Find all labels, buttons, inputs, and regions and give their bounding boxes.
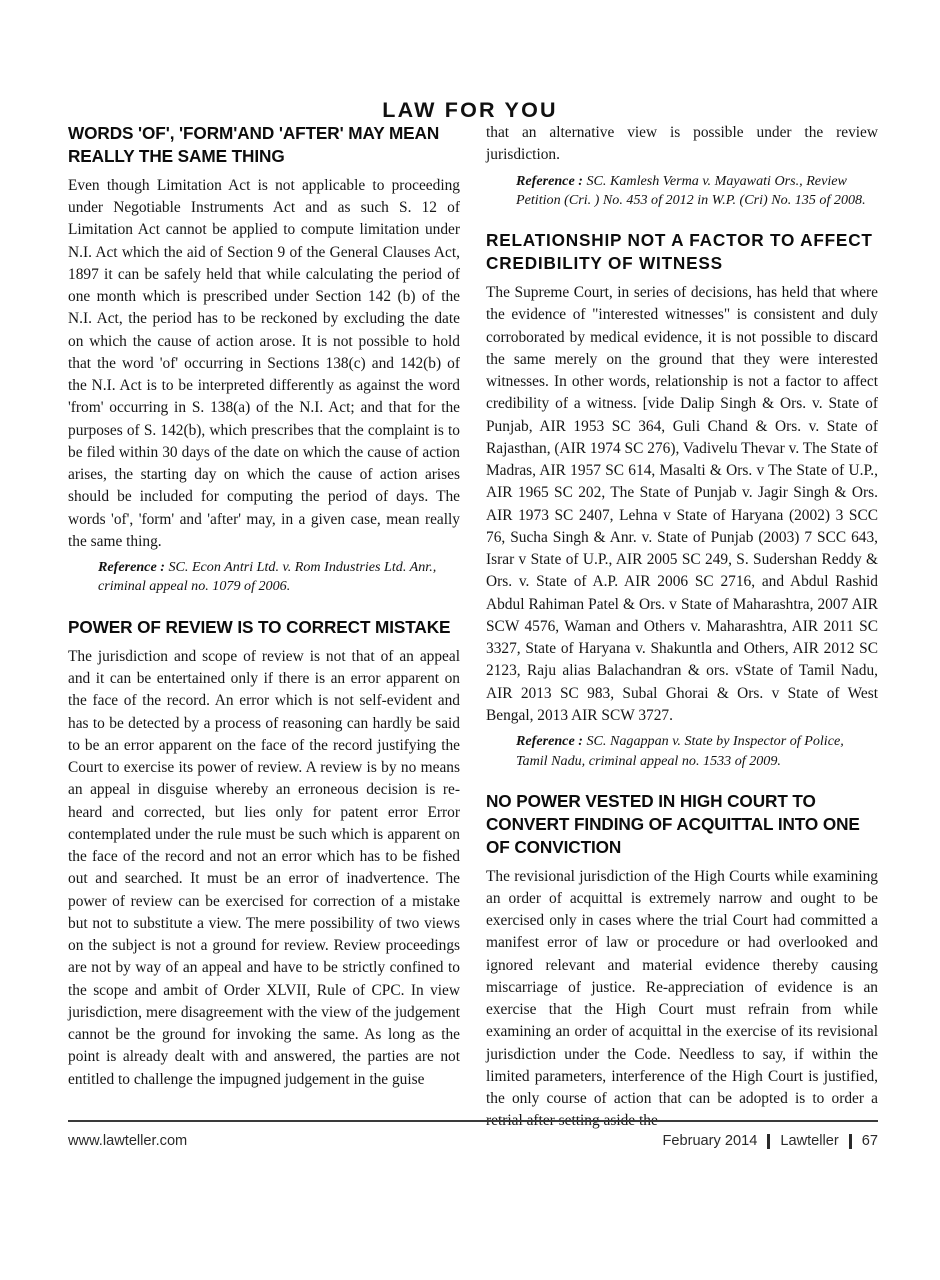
two-column-content (68, 122, 878, 1130)
footer-separator-bar-icon (849, 1134, 852, 1149)
section-body-relationship-not-a-factor: The Supreme Court, in series of decisions, has held that where the evidence of "interested witnesses" is consistent and duly corroborated by medical evidence, it is not possible to discard the same merely on the ground that they were interested witnesses. In other words, relationship is not a factor to affect credibility of a witness. [vide Dalip Singh & Ors. v. State of Punjab, AIR 1953 SC 364, Guli Chand & Ors. v. State of Rajasthan, (AIR 1974 SC 276), Vadivelu Thevar v. The State of Madras, AIR 1957 SC 614, Masalti & Ors. v The State of U.P., AIR 1965 SC 202, The State of Punjab v. Jagir Singh & Ors. AIR 1973 SC 2407, Lehna v State of Haryana (2002) 3 SCC 76, Sucha Singh & Anr. v. State of Punjab (2003) 7 SCC 643, Israr v State of U.P., AIR 2005 SC 249, S. Sudershan Reddy & Ors. v. State of A.P. AIR 2006 SC 2716, and Abdul Rashid Abdul Rahiman Patel & Ors. v State of Maharashtra, 2007 AIR SCW 4576, Waman and Others v. Maharashtra, AIR 2011 SC 3327, State of Haryana v. Shakuntla and Others, AIR 2012 SC 2123, Raju alias Balachandran & ors. vState of Tamil Nadu, AIR 2013 SC 983, Subal Ghorai & Ors. v State of West Bengal, 2013 AIR SCW 3727. (486, 284, 878, 724)
reference-label: Reference : (516, 733, 583, 750)
page-footer (68, 1133, 878, 1149)
reference-citation: SC. Nagappan v. State by Inspector of Police, Tamil Nadu, criminal appeal no. 1533 of 2009. (516, 733, 844, 769)
section-heading-no-power-vested-high-court: NO POWER VESTED IN HIGH COURT TO CONVERT FINDING OF ACQUITTAL INTO ONE OF CONVICTION (486, 791, 860, 857)
right-column (486, 122, 878, 1130)
reference-block-kamlesh-verma (516, 172, 878, 211)
reference-label: Reference : (98, 559, 165, 575)
section-body-power-of-review: The jurisdiction and scope of review is not that of an appeal and it can be entertained only if there is an error apparent on the face of the record. An error which is not self-evident and has to be detected by a process of reasoning can hardly be said to be an error apparent on the face of the record justifying the Court to exercise its power of review. A review is by no means an appeal in disguise whereby an erroneous decision is re-heard and corrected, but lies only for patent error Error contemplated under the rule must be such which is apparent on the face of the record and not an error which has to be fished out and searched. It must be an error of inadvertence. The power of review can be exercised for correction of a mistake but not to substitute a view. The mere possibility of two views on the subject is not a ground for review. Review proceedings are not by way of an appeal and have to be strictly confined to the scope and ambit of Order XLVII, Rule of CPC. In view jurisdiction, mere disagreement with the view of the judgement cannot be the ground for invoking the same. As long as the point is already dealt with and answered, the parties are not entitled to challenge the impugned judgement in the guise (68, 647, 460, 1088)
footer-publication-name: Lawteller (780, 1133, 839, 1149)
footer-website-link[interactable]: www.lawteller.com (68, 1133, 188, 1149)
footer-page-number: 67 (861, 1133, 878, 1149)
section-body-no-power-vested-high-court: The revisional jurisdiction of the High Courts while examining an order of acquittal is extremely narrow and ought to be exercised only in cases where the trial Court had committed a manifest error of law or procedure or had overlooked and ignored relevant and material evidence thereby causing miscarriage of justice. Re-appreciation of evidence is an exercise that the High Court must refrain from while examining an order of acquittal in the exercise of its revisional jurisdiction under the Code. Needless to say, if within the limited parameters, interference of the High Court is justified, the only course of action that can be adopted is to order a retrial after setting aside the (486, 867, 878, 1130)
footer-divider-rule (68, 1120, 878, 1122)
section-heading-relationship-not-a-factor: RELATIONSHIP NOT A FACTOR TO AFFECT CREDIBILITY OF WITNESS (486, 230, 873, 274)
left-column (68, 122, 460, 1097)
reference-block-econ-antri (98, 558, 460, 597)
page-masthead-title: LAW FOR YOU (382, 98, 558, 122)
footer-separator-bar-icon (767, 1134, 770, 1149)
reference-citation: SC. Kamlesh Verma v. Mayawati Ors., Review Petition (Cri. ) No. 453 of 2012 in W.P. (Cri) No. 135 of 2008. (516, 172, 866, 208)
footer-issue-date: February 2014 (662, 1133, 758, 1149)
section-heading-power-of-review: POWER OF REVIEW IS TO CORRECT MISTAKE (68, 616, 451, 637)
continuation-paragraph-power-of-review: that an alternative view is possible under the review jurisdiction. (486, 124, 878, 164)
section-heading-words-of-form-after: WORDS 'OF', 'FORM'AND 'AFTER' MAY MEAN REALLY THE SAME THING (68, 123, 440, 166)
section-body-words-of-form-after: Even though Limitation Act is not applicable to proceeding under Negotiable Instruments Act and as such S. 12 of Limitation Act cannot be applied to compute limitation under N.I. Act which the aid of Section 9 of the General Clauses Act, 1897 it can be safely held that while calculating the period of one month which is prescribed under Section 142 (b) of the N.I. Act, the period has to be reckoned by excluding the date on which the cause of action arose. It is not possible to hold that the word 'of' occurring in Sections 138(c) and 142(b) of the N.I. Act is to be interpreted differently as against the word 'from' occurring in S. 138(a) of the N.I. Act; and that for the purposes of S. 142(b), which prescribes that the complaint is to be filed within 30 days of the date on which the cause of action arises, the starting day on which the cause of action arises should be included for computing the period of days. The words 'of', 'form' and 'after' may, in a given case, mean really the same thing. (68, 176, 460, 550)
reference-label: Reference : (516, 172, 583, 189)
footer-issue-info (662, 1133, 878, 1149)
reference-citation: SC. Econ Antri Ltd. v. Rom Industries Ltd. Anr., criminal appeal no. 1079 of 2006. (98, 559, 437, 595)
reference-block-nagappan (516, 732, 878, 771)
